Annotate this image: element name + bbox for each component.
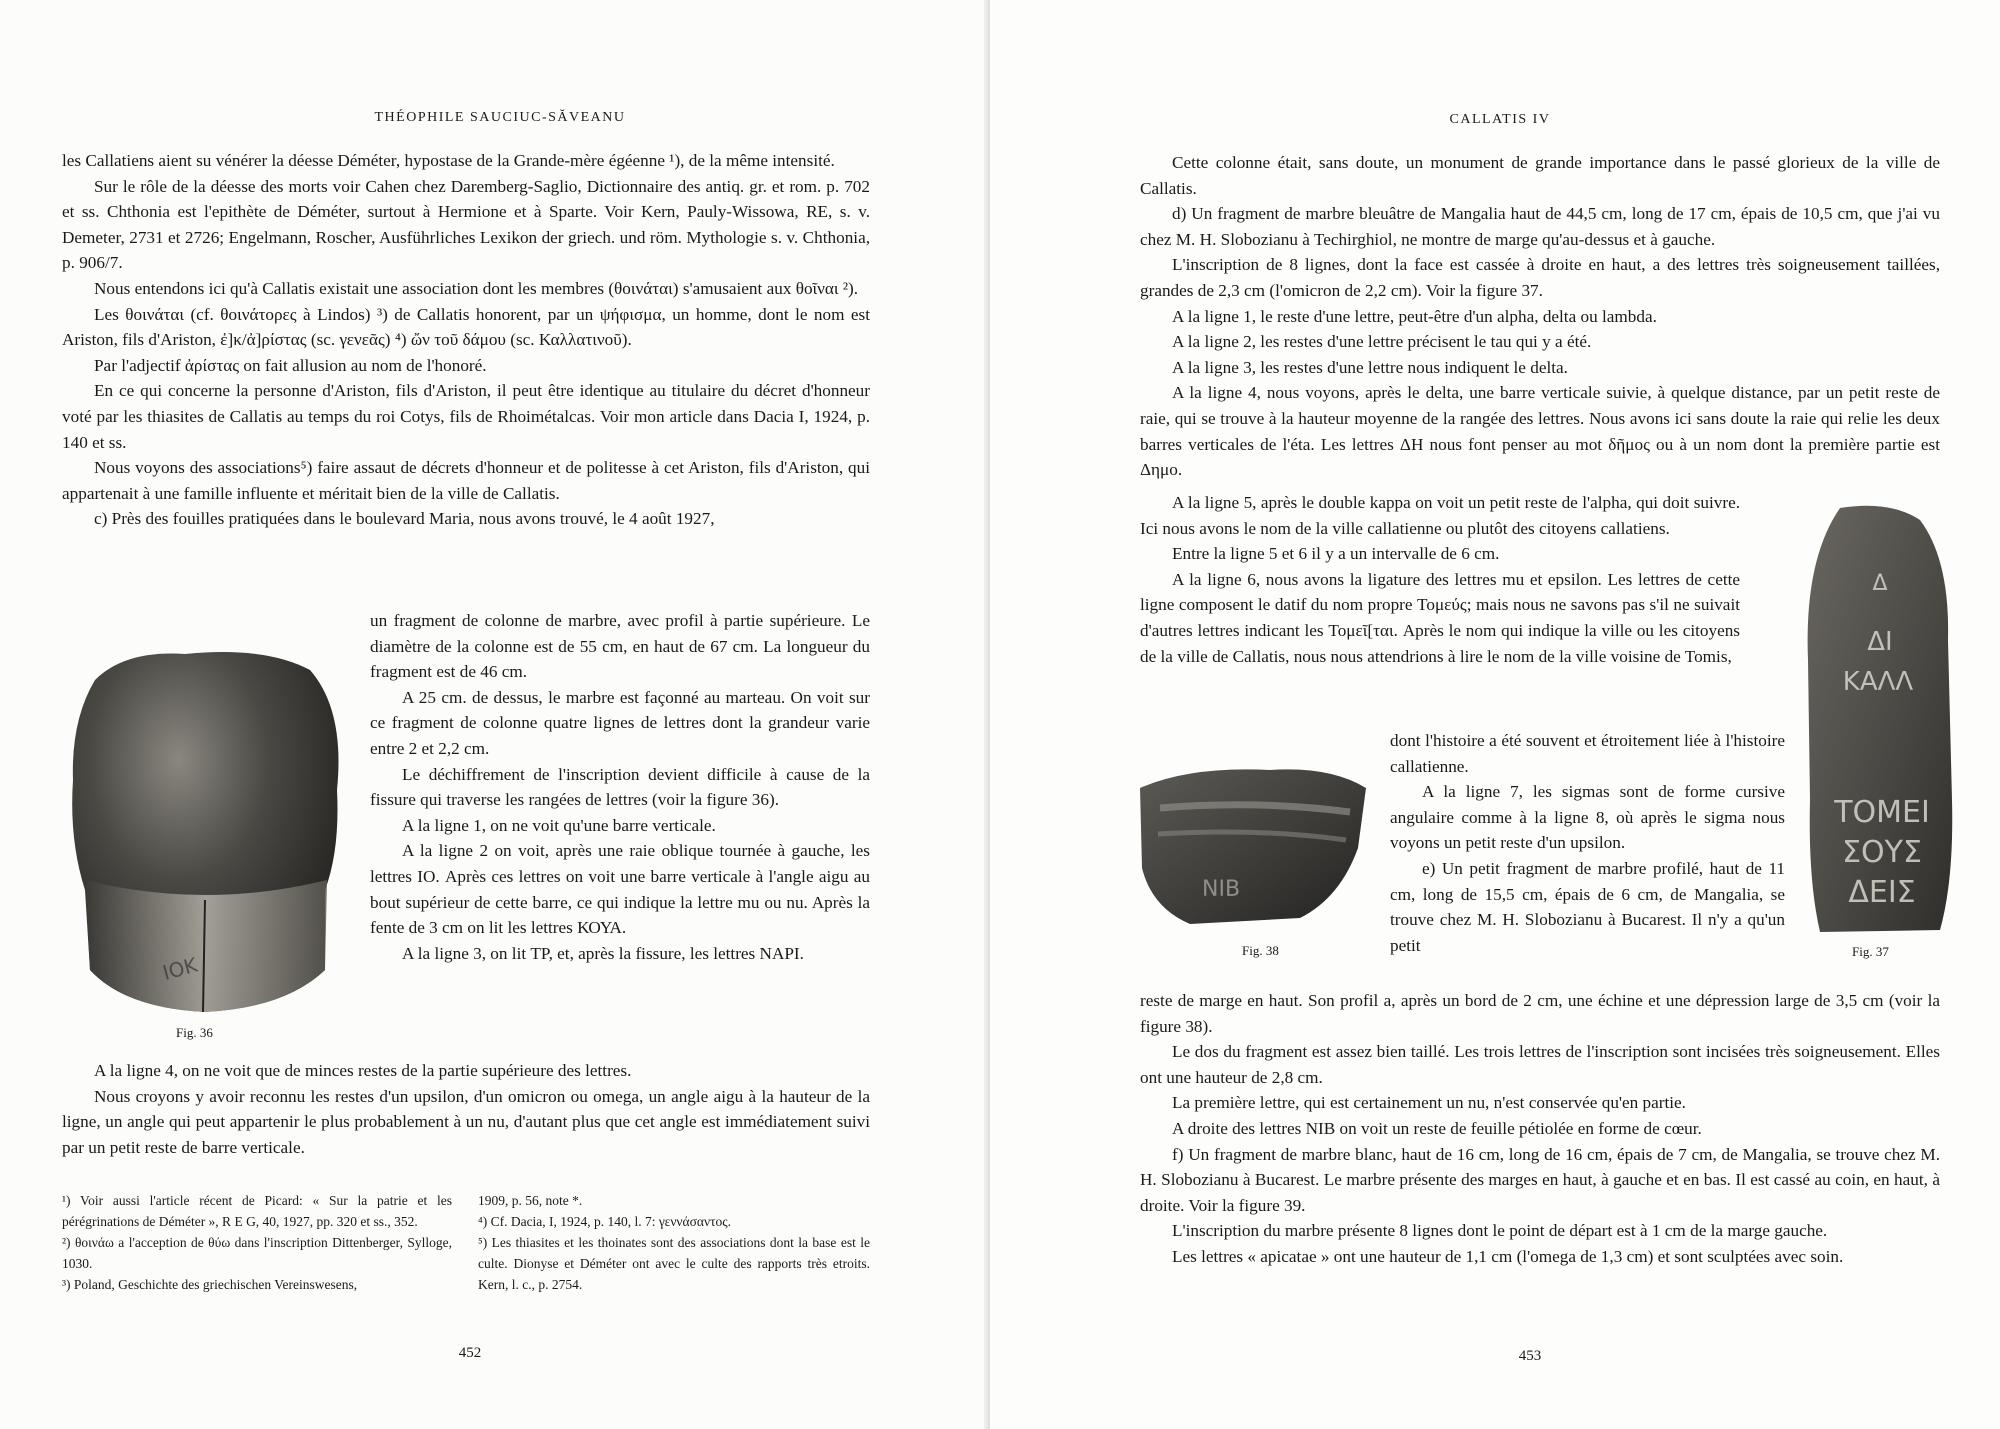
paragraph: A la ligne 3, les restes d'une lettre nous indiquent le delta. <box>1172 357 1568 377</box>
paragraph: Nous entendons ici qu'à Callatis existait une association dont les membres (θοινάται) s'amusaient aux θοῖναι ²). <box>94 278 859 298</box>
left-main-text <box>62 148 870 532</box>
paragraph: A la ligne 2 on voit, après une raie oblique tournée à gauche, les lettres ΙΟ. Après ces lettres on voit une barre verticale à l'angle aigu au bout supérieur de cette barre, ce qui indique la lettre mu ou nu. Après la fente de 3 cm on lit les lettres ΚΟΥΑ. <box>370 841 870 938</box>
paragraph: dont l'histoire a été souvent et étroitement liée à l'histoire callatienne. <box>1390 731 1785 776</box>
paragraph: A droite des lettres ΝΙΒ on voit un reste de feuille pétiolée en forme de cœur. <box>1172 1118 1702 1138</box>
paragraph: A la ligne 6, nous avons la ligature des lettres mu et epsilon. Les lettres de cette ligne composent le datif du nom propre Τομεύς; mais nous ne savons pas s'il ne suivait d'autres lettres indicant les Τομεῖ[ται. Après le nom qui indique la ville ou les citoyens de la ville de Callatis, nous nous attendrions à lire le nom de la ville voisine de Tomis, <box>1140 569 1740 666</box>
footnotes-column-2 <box>478 1190 870 1295</box>
paragraph: les Callatiens aient su vénérer la déesse Déméter, hypostase de la Grande-mère égéenne ¹), de la même intensité. <box>62 151 835 170</box>
right-page <box>990 0 2000 1429</box>
footnote: ⁴) Cf. Dacia, I, 1924, p. 140, l. 7: γεννάσαντος. <box>478 1214 731 1229</box>
fig37-line-2: ΔΙ <box>1867 627 1893 657</box>
paragraph: Nous voyons des associations⁵) faire assaut de décrets d'honneur et de politesse à cet Ariston, fils d'Ariston, qui appartenait à une famille influente et méritait bien de la ville de Callatis. <box>62 458 870 503</box>
footnote: ⁵) Les thiasites et les thoinates sont des associations dont la base est le culte. Dionyse et Déméter ont avec le culte des rapports très etroits. Kern, l. c., p. 2754. <box>478 1235 870 1292</box>
paragraph: A la ligne 1, on ne voit qu'une barre verticale. <box>402 815 716 835</box>
fig36-photo <box>55 640 355 1020</box>
paragraph: A la ligne 5, après le double kappa on voit un petit reste de l'alpha, qui doit suivre. Ici nous avons le nom de la ville callatienne ou plutôt des citoyens callatiens. <box>1140 493 1740 538</box>
footnote: 1909, p. 56, note *. <box>478 1193 583 1208</box>
text-beside-fig37 <box>1140 490 1740 669</box>
fig37-photo <box>1800 500 1955 940</box>
fig37-line-5: ΣΟΥΣ <box>1842 835 1922 870</box>
figure-36-column-fragment <box>55 640 355 1020</box>
figure-37-stele <box>1800 500 1955 940</box>
text-between-figures <box>1390 728 1785 958</box>
paragraph: En ce qui concerne la personne d'Ariston, fils d'Ariston, il peut être identique au titulaire du décret d'honneur voté par les thiasites de Callatis au temps du roi Cotys, fils de Rhoimétalcas. Voir mon article dans Dacia I, 1924, p. 140 et ss. <box>62 381 870 452</box>
paragraph: d) Un fragment de marbre bleuâtre de Mangalia haut de 44,5 cm, long de 17 cm, épais de 10,5 cm, que j'ai vu chez M. H. Slobozianu à Techirghiol, ne montre de marge qu'au-dessus et à gauche. <box>1140 204 1940 249</box>
page-number-right: 453 <box>1518 1348 1542 1364</box>
paragraph: c) Près des fouilles pratiquées dans le boulevard Maria, nous avons trouvé, le 4 août 1927, <box>94 509 715 529</box>
paragraph: A la ligne 3, on lit ΤΡ, et, après la fissure, les lettres ΝΑΡΙ. <box>402 943 804 963</box>
running-head-right: CALLATIS IV <box>1449 112 1551 127</box>
figure-37-caption: Fig. 37 <box>1852 944 1889 959</box>
text-after-fig36 <box>62 1058 870 1160</box>
paragraph: A la ligne 1, le reste d'une lettre, peut-être d'un alpha, delta ou lambda. <box>1172 306 1657 326</box>
paragraph: f) Un fragment de marbre blanc, haut de 16 cm, long de 16 cm, épais de 7 cm, de Mangalia, se trouve chez M. H. Slobozianu à Bucarest. Le marbre présente des marges en haut, à gauche et en bas. Il est cassé au coin, en haut, à droite. Voir la figure 39. <box>1140 1144 1940 1215</box>
right-bottom-text <box>1140 988 1940 1270</box>
paragraph: A la ligne 7, les sigmas sont de forme cursive angulaire comme à la ligne 8, où après le sigma nous voyons un petit reste d'un upsilon. <box>1390 782 1785 853</box>
paragraph: reste de marge en haut. Son profil a, après un bord de 2 cm, une échine et une dépression large de 3,5 cm (voir la figure 38). <box>1140 991 1940 1036</box>
paragraph: Sur le rôle de la déesse des morts voir Cahen chez Daremberg-Saglio, Dictionnaire des antiq. gr. et rom. p. 702 et ss. Chthonia est l'epithète de Déméter, surtout à Hermione et à Sparte. Voir Kern, Pauly-Wissowa, RE, s. v. Demeter, 2731 et 2726; Engelmann, Roscher, Ausführliches Lexikon der griech. und röm. Mythologie s. v. Chthonia, p. 906/7. <box>62 176 870 273</box>
paragraph: Cette colonne était, sans doute, un monument de grande importance dans le passé glorieux de la ville de Callatis. <box>1140 153 1940 198</box>
paragraph: e) Un petit fragment de marbre profilé, haut de 11 cm, long de 15,5 cm, épais de 6 cm, de Mangalia, se trouve chez M. H. Slobozianu à Bucarest. Il n'y a qu'un petit <box>1390 858 1785 955</box>
paragraph: Nous croyons y avoir reconnu les restes d'un upsilon, d'un omicron ou omega, un angle aigu à la hauteur de la ligne, un angle qui peut appartenir le plus probablement à un nu, d'autant plus que cet angle est immédiatement suivi par un petit reste de barre verticale. <box>62 1086 870 1157</box>
fig37-line-6: ΔΕΙΣ <box>1848 875 1916 910</box>
fig37-line-1: Δ <box>1872 571 1888 596</box>
paragraph: Le déchiffrement de l'inscription devient difficile à cause de la fissure qui traverse les rangées de lettres (voir la figure 36). <box>370 764 870 810</box>
svg-text:ΙΟΚ: ΙΟΚ <box>160 952 200 985</box>
footnote: ³) Poland, Geschichte des griechischen Vereinswesens, <box>62 1277 358 1292</box>
paragraph: L'inscription du marbre présente 8 lignes dont le point de départ est à 1 cm de la marge gauche. <box>1172 1221 1828 1241</box>
fig37-line-4: ΤΟΜΕΙ <box>1834 795 1930 830</box>
paragraph: Le dos du fragment est assez bien taillé. Les trois lettres de l'inscription sont incisées très soigneusement. Elles ont une hauteur de 2,8 cm. <box>1140 1042 1940 1087</box>
fig38-letters: ΝΙΒ <box>1202 877 1241 902</box>
paragraph: La première lettre, qui est certainement un nu, n'est conservée qu'en partie. <box>1172 1093 1686 1113</box>
paragraph: Entre la ligne 5 et 6 il y a un intervalle de 6 cm. <box>1172 544 1500 564</box>
paragraph: L'inscription de 8 lignes, dont la face est cassée à droite en haut, a des lettres très soigneusement taillées, grandes de 2,3 cm (l'omicron de 2,2 cm). Voir la figure 37. <box>1140 255 1940 300</box>
paragraph: A la ligne 2, les restes d'une lettre précisent le tau qui y a été. <box>1172 332 1592 352</box>
footnote: ¹) Voir aussi l'article récent de Picard: « Sur la patrie et les pérégrinations de Déméter », R E G, 40, 1927, pp. 320 et ss., 352. <box>62 1193 452 1229</box>
paragraph: A 25 cm. de dessus, le marbre est façonné au marteau. On voit sur ce fragment de colonne quatre lignes de lettres dont la grandeur varie entre 2 et 2,2 cm. <box>370 687 870 758</box>
paragraph: Par l'adjectif ἀρίστας on fait allusion au nom de l'honoré. <box>94 355 487 375</box>
figure-38-caption: Fig. 38 <box>1242 943 1279 958</box>
fig38-photo <box>1130 748 1380 928</box>
footnote: ²) θοινάω a l'acception de θύω dans l'inscription Dittenberger, Sylloge, 1030. <box>62 1235 452 1271</box>
text-beside-fig36 <box>370 608 870 966</box>
footnotes-column-1 <box>62 1190 452 1295</box>
right-top-text <box>1140 150 1940 483</box>
paragraph: A la ligne 4, nous voyons, après le delta, une barre verticale suivie, à quelque distance, par un petit reste de raie, qui se trouve à la hauteur moyenne de la rangée des lettres. Nous avons ici sans doute la raie qui relie les deux barres verticales de l'éta. Les lettres ΔΗ nous font penser au mot δῆμος ou à un nom dont la première partie est Δημο. <box>1140 383 1940 480</box>
figure-36-caption: Fig. 36 <box>176 1025 213 1040</box>
paragraph: Les lettres « apicatae » ont une hauteur de 1,1 cm (l'omega de 1,3 cm) et sont sculptées avec soin. <box>1172 1246 1844 1266</box>
running-head-left: THÉOPHILE SAUCIUC-SĂVEANU <box>374 110 626 125</box>
page-number-left: 452 <box>458 1345 482 1361</box>
figure-38-fragment <box>1130 748 1380 928</box>
paragraph: A la ligne 4, on ne voit que de minces restes de la partie supérieure des lettres. <box>94 1061 632 1080</box>
paragraph: Les θοινάται (cf. θοινάτορες à Lindos) ³) de Callatis honorent, par un ψήφισμα, un homme, dont le nom est Ariston, fils d'Ariston, ἐ]κ/ἀ]ρίστας (sc. γενεᾶς) ⁴) ὤν τοῦ δάμου (sc. Καλλατινοῦ). <box>62 304 870 350</box>
fig37-line-3: ΚΑΛΛ <box>1842 667 1914 697</box>
left-page <box>0 0 990 1429</box>
paragraph: un fragment de colonne de marbre, avec profil à partie supérieure. Le diamètre de la colonne est de 55 cm, en haut de 67 cm. La longueur du fragment est de 46 cm. <box>370 611 870 682</box>
